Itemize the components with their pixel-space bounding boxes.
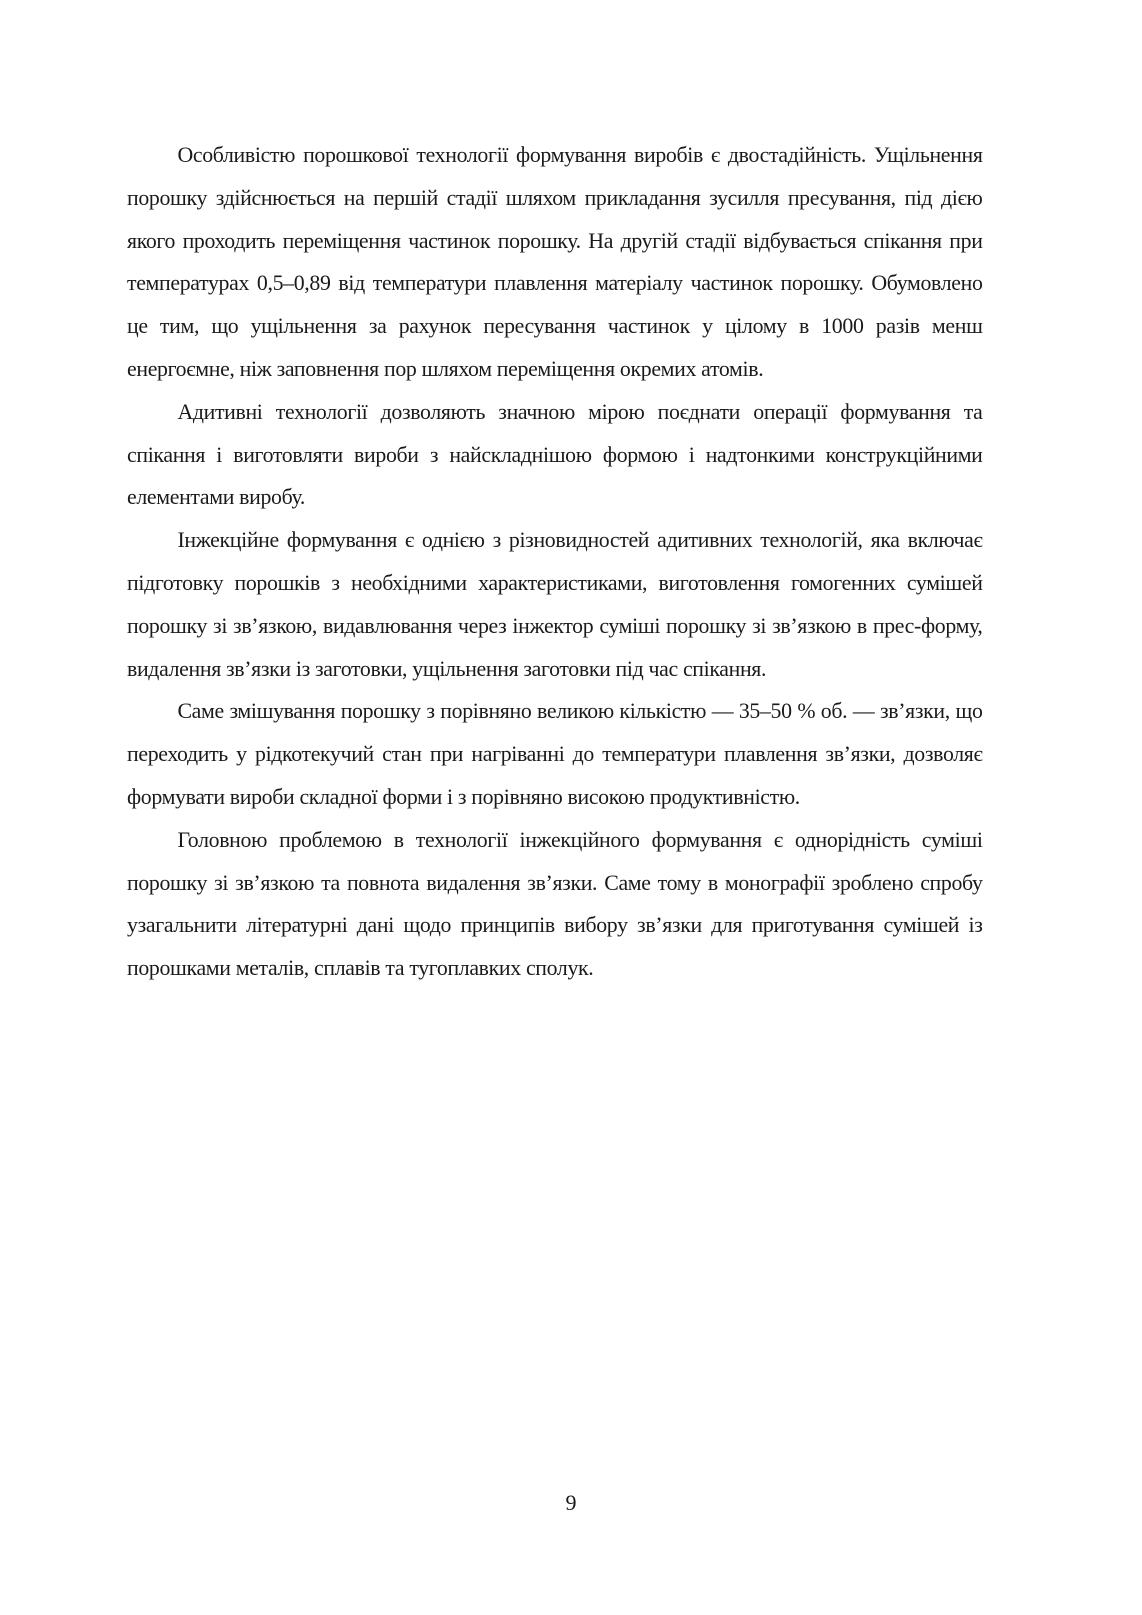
page-body xyxy=(127,134,982,990)
page-number: 9 xyxy=(565,1490,577,1515)
paragraph-injection-molding: Інжекційне формування є однією з різновидностей адитивних технологій, яка включає підготовку порошків з необхідними характеристиками, виготовлення гомогенних сумішей порошку зі зв’язкою, видавлювання через інжектор суміші порошку зі зв’язкою в прес-форму, видалення зв’язки із заготовки, ущільнення заготовки під час спікання. xyxy=(127,527,983,681)
paragraph-two-stage-process: Особливістю порошкової технології формування виробів є двостадійність. Ущільнення порошку здійснюється на першій стадії шляхом прикладання зусилля пресування, під дією якого проходить переміщення частинок порошку. На другій стадії відбувається спікання при температурах 0,5–0,89 від температури плавлення матеріалу частинок порошку. Обумовлено це тим, що ущільнення за рахунок пересування частинок у цілому в 1000 разів менш енергоємне, ніж заповнення пор шляхом переміщення окремих атомів. xyxy=(127,142,983,381)
paragraph-main-problem: Головною проблемою в технології інжекційного формування є однорідність суміші порошку зі зв’язкою та повнота видалення зв’язки. Саме тому в монографії зроблено спробу узагальнити літературні дані щодо принципів вибору зв’язки для приготування сумішей із порошками металів, сплавів та тугоплавких сполук. xyxy=(127,826,983,981)
paragraph-binder-mixing: Саме змішування порошку з порівняно великою кількістю — 35–50 % об. — зв’язки, що переходить у рідкотекучий стан при нагріванні до температури плавлення зв’язки, дозволяє формувати вироби складної форми і з порівняно високою продуктивністю. xyxy=(127,698,983,809)
paragraph-additive-technologies: Адитивні технології дозволяють значною мірою поєднати операції формування та спікання і виготовляти вироби з найскладнішою формою і надтонкими конструкційними елементами виробу. xyxy=(127,398,983,510)
